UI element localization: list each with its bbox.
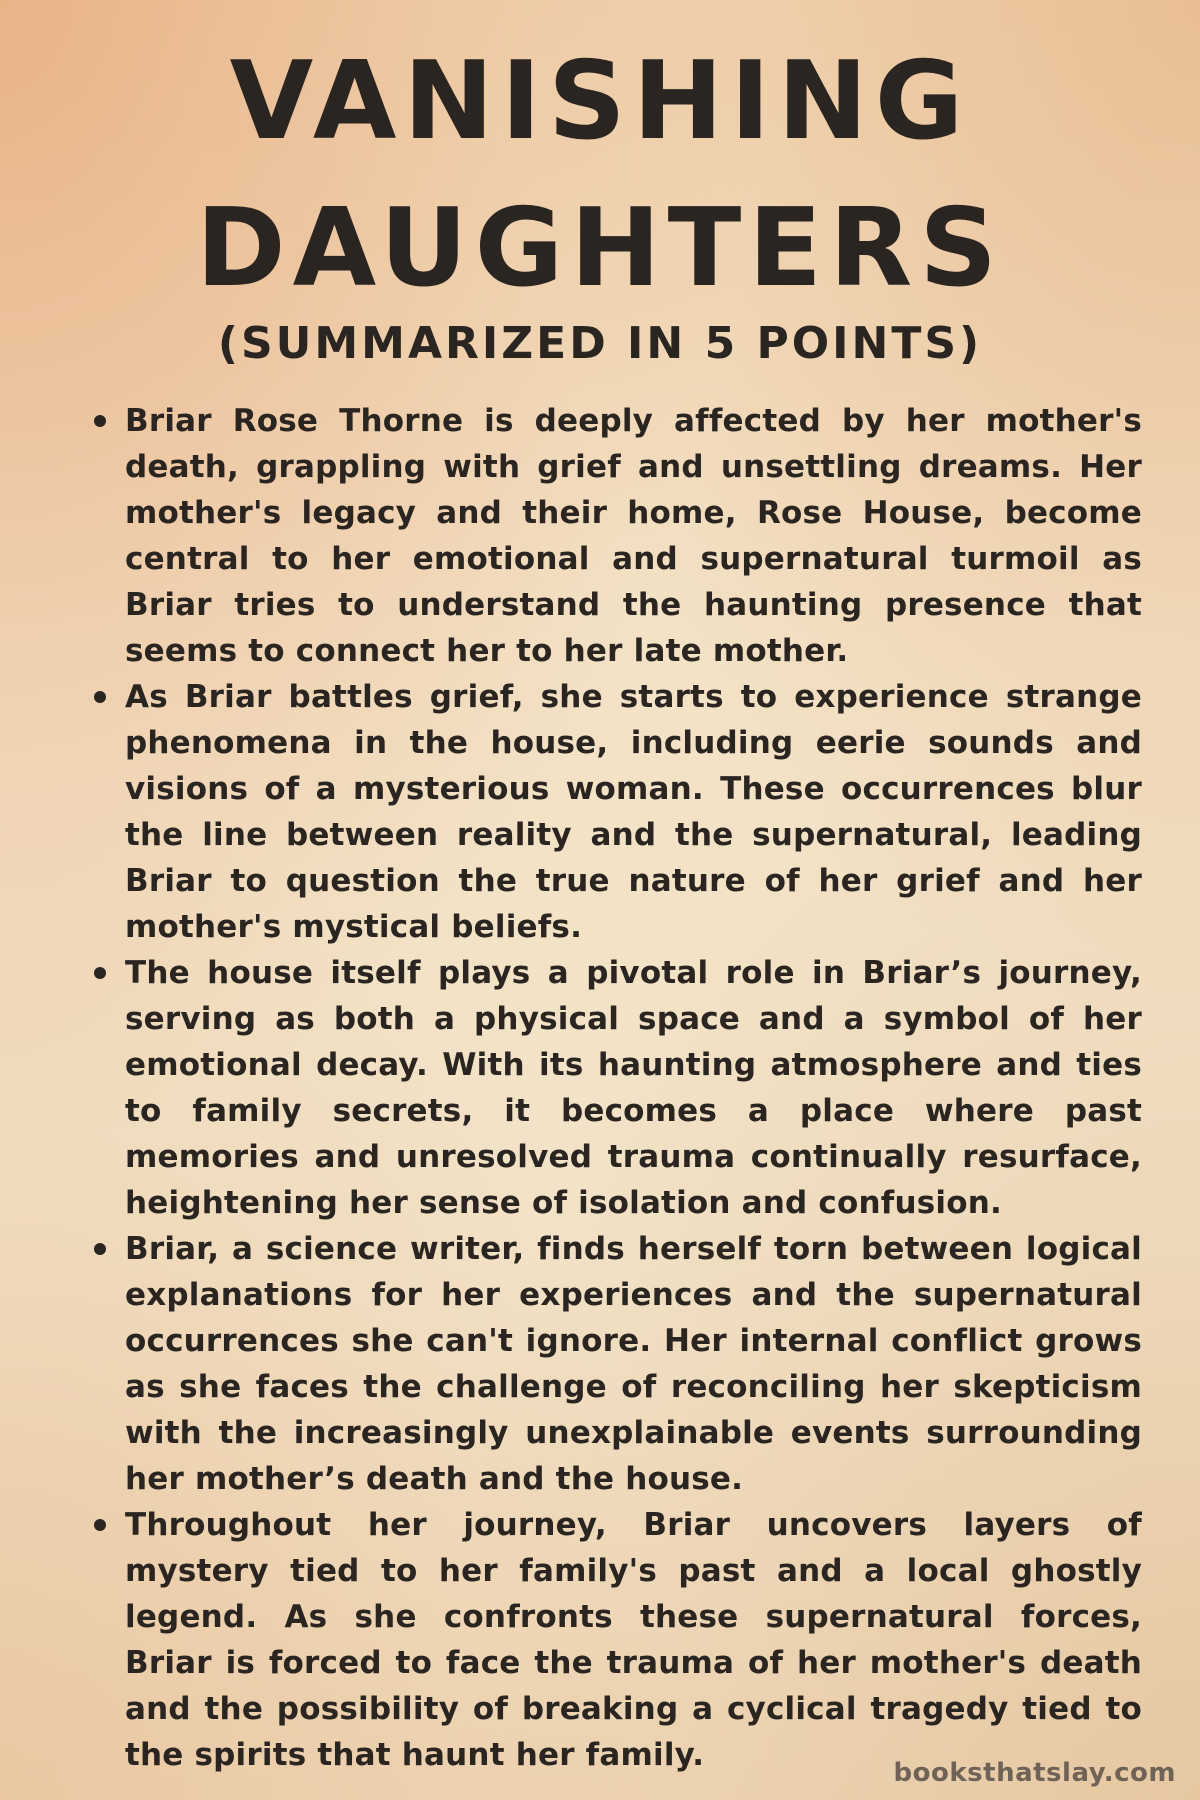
summary-point-text: Briar Rose Thorne is deeply affected by her mother's death, grappling with grief and unsettling dreams. Her mother's legacy and their home, Rose House, become central to her emotional and supernatural turmoil as Briar tries to understand the haunting presence that seems to connect her to her late mother.	[125, 403, 1142, 669]
website-watermark: booksthatslay.com	[893, 1758, 1176, 1788]
summary-point-text: Briar, a science writer, finds herself torn between logical explanations for her experiences and the supernatural occurrences she can't ignore. Her internal conflict grows as she faces the challenge of reconciling her skepticism with the increasingly unexplainable events surrounding her mother’s death and the house.	[125, 1231, 1142, 1497]
bullet-icon	[94, 691, 106, 703]
title-line-1: VANISHING	[229, 39, 971, 164]
subtitle: (SUMMARIZED IN 5 POINTS)	[217, 318, 983, 369]
summary-point-text: Throughout her journey, Briar uncovers layers of mystery tied to her family's past and a local ghostly legend. As she confronts these supernatural forces, Briar is forced to face the trauma of her mother's death and the possibility of breaking a cyclical tragedy tied to the spirits that haunt her family.	[125, 1507, 1142, 1773]
summary-point-2	[90, 674, 1142, 950]
summary-point-5	[90, 1502, 1142, 1778]
summary-point-1	[90, 398, 1142, 674]
bullet-icon	[94, 415, 106, 427]
summary-point-4	[90, 1226, 1142, 1502]
summary-point-3	[90, 950, 1142, 1226]
bullet-icon	[94, 967, 106, 979]
summary-points-list	[90, 398, 1142, 1778]
summary-point-text: The house itself plays a pivotal role in Briar’s journey, serving as both a physical space and a symbol of her emotional decay. With its haunting atmosphere and ties to family secrets, it becomes a place where past memories and unresolved trauma continually resurface, heightening her sense of isolation and confusion.	[125, 955, 1142, 1221]
summary-point-text: As Briar battles grief, she starts to experience strange phenomena in the house, including eerie sounds and visions of a mysterious woman. These occurrences blur the line between reality and the supernatural, leading Briar to question the true nature of her grief and her mother's mystical beliefs.	[125, 679, 1142, 945]
bullet-icon	[94, 1519, 106, 1531]
title-line-2: DAUGHTERS	[195, 186, 1005, 311]
bullet-icon	[94, 1243, 106, 1255]
